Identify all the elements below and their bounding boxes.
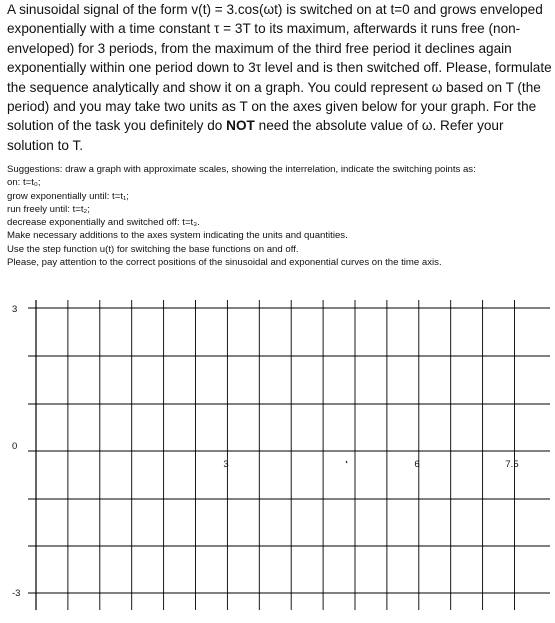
suggestion-on: on: t=t₀;: [7, 177, 41, 189]
task-emphasis: NOT: [226, 118, 255, 134]
suggestion-decrease: decrease exponentially and switched off: t=t₃.: [7, 217, 200, 229]
suggestions-intro: Suggestions: draw a graph with approximate scales, showing the interrelation, indicate the switching points as:: [7, 164, 476, 175]
suggestion-attention: Please, pay attention to the correct positions of the sinusoidal and exponential curves on the time axis.: [7, 257, 442, 269]
suggestion-grow: grow exponentially until: t=t₁;: [7, 190, 129, 202]
y-tick-label: -3: [12, 588, 21, 599]
y-tick-label: 0: [12, 441, 18, 452]
task-text-part2: need the absolute value of ω. Refer your solution to T.: [7, 118, 504, 153]
task-text-part1: A sinusoidal signal of the form v(t) = 3.cos(ωt) is switched on at t=0 and grows enveloped exponentially with a time constant τ = 3T to its maximum, afterwards it runs free (non-enveloped) for 3 periods, from the maximum of the third free period it declines again exponentially within one period down to 3τ level and is then switched off. Please, formulate the sequence analytically and show it on a graph. You could represent ω based on T (the period) and you may take two units as T on the axes given below for your graph. For the solution of the task you definitely do: [7, 2, 552, 134]
x-tick-label: 7.5: [505, 459, 519, 470]
suggestion-axes: Make necessary additions to the axes system indicating the units and quantities.: [7, 230, 348, 242]
x-tick-label: 3: [223, 459, 229, 470]
x-tick-label: 6: [414, 459, 420, 470]
suggestion-run: run freely until: t=t₂;: [7, 203, 90, 215]
suggestion-step: Use the step function u(t) for switching the base functions on and off.: [7, 243, 299, 255]
stray-mark: [346, 461, 347, 463]
y-tick-label: 3: [12, 304, 18, 315]
